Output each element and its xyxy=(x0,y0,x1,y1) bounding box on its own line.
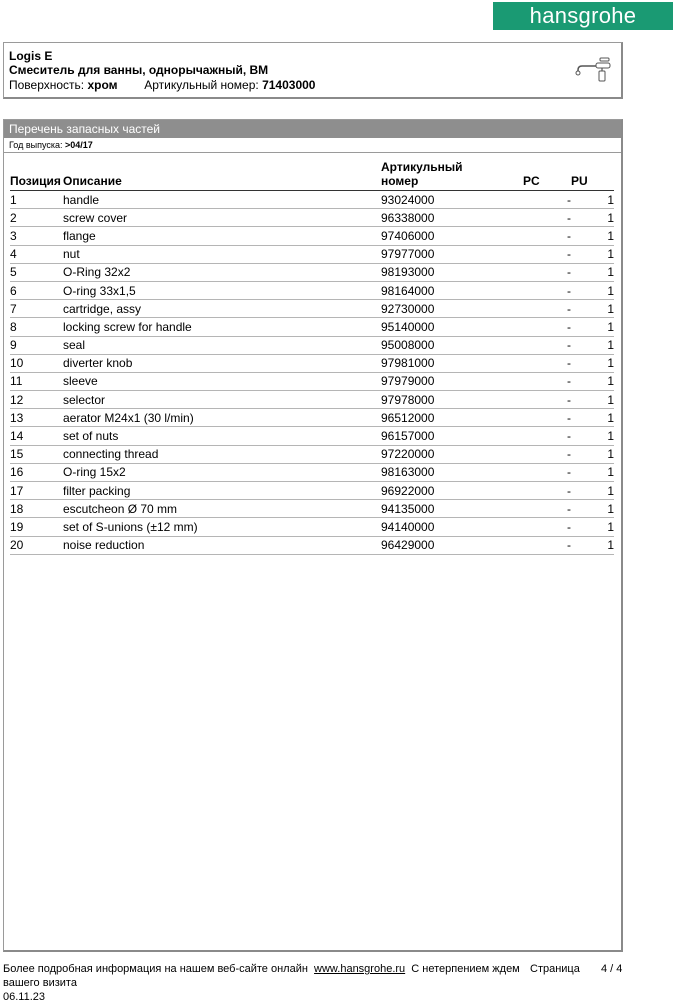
col-header-description: Описание xyxy=(63,158,381,191)
cell-article-number: 96922000 xyxy=(381,482,523,500)
cell-description: diverter knob xyxy=(63,354,381,372)
table-row xyxy=(10,391,614,409)
cell-position: 2 xyxy=(10,209,63,227)
cell-position: 18 xyxy=(10,500,63,518)
cell-position: 15 xyxy=(10,445,63,463)
cell-article-number: 97220000 xyxy=(381,445,523,463)
cell-pu: 1 xyxy=(571,482,614,500)
cell-pu: 1 xyxy=(571,318,614,336)
cell-description: handle xyxy=(63,191,381,209)
table-header-row xyxy=(10,158,614,191)
cell-position: 16 xyxy=(10,463,63,481)
cell-position: 13 xyxy=(10,409,63,427)
cell-pu: 1 xyxy=(571,336,614,354)
cell-position: 1 xyxy=(10,191,63,209)
cell-article-number: 97978000 xyxy=(381,391,523,409)
cell-article-number: 92730000 xyxy=(381,300,523,318)
table-row xyxy=(10,482,614,500)
table-row xyxy=(10,409,614,427)
cell-pc: - xyxy=(523,245,571,263)
cell-article-number: 93024000 xyxy=(381,191,523,209)
surface-value: хром xyxy=(87,78,118,92)
footer-info-line xyxy=(3,963,520,975)
cell-article-number: 94135000 xyxy=(381,500,523,518)
cell-pu: 1 xyxy=(571,209,614,227)
print-date: 06.11.23 xyxy=(3,991,46,1003)
cell-article-number: 96512000 xyxy=(381,409,523,427)
cell-pc: - xyxy=(523,300,571,318)
cell-pu: 1 xyxy=(571,445,614,463)
col-header-pc: PC xyxy=(523,158,571,191)
cell-pc: - xyxy=(523,354,571,372)
cell-pc: - xyxy=(523,336,571,354)
cell-pu: 1 xyxy=(571,227,614,245)
cell-article-number: 96338000 xyxy=(381,209,523,227)
cell-position: 9 xyxy=(10,336,63,354)
page-label: Страница xyxy=(530,963,580,975)
article-value: 71403000 xyxy=(262,78,316,92)
cell-position: 7 xyxy=(10,300,63,318)
cell-pu: 1 xyxy=(571,281,614,299)
cell-article-number: 97981000 xyxy=(381,354,523,372)
table-row xyxy=(10,372,614,390)
cell-pu: 1 xyxy=(571,463,614,481)
table-row xyxy=(10,463,614,481)
cell-pu: 1 xyxy=(571,409,614,427)
cell-description: filter packing xyxy=(63,482,381,500)
cell-article-number: 96157000 xyxy=(381,427,523,445)
cell-description: O-ring 33x1,5 xyxy=(63,281,381,299)
cell-pc: - xyxy=(523,463,571,481)
surface-label: Поверхность: xyxy=(9,78,85,92)
table-row xyxy=(10,518,614,536)
year-of-manufacture xyxy=(4,138,621,153)
cell-description: noise reduction xyxy=(63,536,381,554)
cell-pu: 1 xyxy=(571,518,614,536)
product-header xyxy=(3,42,623,99)
cell-pu: 1 xyxy=(571,372,614,390)
year-value: >04/17 xyxy=(65,140,93,150)
cell-pu: 1 xyxy=(571,300,614,318)
col-header-article-line1: Артикульный xyxy=(381,160,463,174)
cell-article-number: 95008000 xyxy=(381,336,523,354)
cell-pu: 1 xyxy=(571,354,614,372)
cell-description: connecting thread xyxy=(63,445,381,463)
cell-article-number: 97977000 xyxy=(381,245,523,263)
cell-article-number: 96429000 xyxy=(381,536,523,554)
footer-waiting-text: С нетерпением ждем xyxy=(411,963,520,975)
product-name: Logis E xyxy=(9,49,53,63)
cell-article-number: 98193000 xyxy=(381,263,523,281)
cell-description: nut xyxy=(63,245,381,263)
cell-article-number: 95140000 xyxy=(381,318,523,336)
cell-position: 5 xyxy=(10,263,63,281)
cell-pu: 1 xyxy=(571,245,614,263)
table-row xyxy=(10,209,614,227)
table-row xyxy=(10,281,614,299)
table-row xyxy=(10,445,614,463)
cell-pu: 1 xyxy=(571,191,614,209)
cell-pc: - xyxy=(523,209,571,227)
cell-description: locking screw for handle xyxy=(63,318,381,336)
cell-description: seal xyxy=(63,336,381,354)
table-row xyxy=(10,500,614,518)
cell-description: cartridge, assy xyxy=(63,300,381,318)
table-row xyxy=(10,427,614,445)
cell-description: set of nuts xyxy=(63,427,381,445)
cell-article-number: 94140000 xyxy=(381,518,523,536)
cell-pc: - xyxy=(523,518,571,536)
footer-info-text: Более подробная информация на нашем веб-сайте онлайн xyxy=(3,963,308,975)
faucet-icon xyxy=(574,55,614,85)
cell-position: 6 xyxy=(10,281,63,299)
col-header-position: Позиция xyxy=(10,158,63,191)
cell-position: 8 xyxy=(10,318,63,336)
cell-pu: 1 xyxy=(571,391,614,409)
cell-description: sleeve xyxy=(63,372,381,390)
cell-pc: - xyxy=(523,227,571,245)
cell-position: 20 xyxy=(10,536,63,554)
article-label: Артикульный номер: xyxy=(144,78,259,92)
table-row xyxy=(10,536,614,554)
cell-article-number: 98163000 xyxy=(381,463,523,481)
year-label: Год выпуска: xyxy=(9,140,63,150)
table-row xyxy=(10,245,614,263)
cell-pc: - xyxy=(523,281,571,299)
cell-pc: - xyxy=(523,482,571,500)
hansgrohe-logo: hansgrohe xyxy=(493,2,673,30)
cell-position: 12 xyxy=(10,391,63,409)
footer-waiting-text-2: вашего визита xyxy=(3,977,77,989)
cell-pc: - xyxy=(523,427,571,445)
cell-pc: - xyxy=(523,445,571,463)
cell-pc: - xyxy=(523,391,571,409)
cell-article-number: 97979000 xyxy=(381,372,523,390)
cell-pc: - xyxy=(523,318,571,336)
cell-description: escutcheon Ø 70 mm xyxy=(63,500,381,518)
page-number: 4 / 4 xyxy=(601,963,623,975)
col-header-article xyxy=(381,158,523,191)
table-row xyxy=(10,300,614,318)
cell-article-number: 97406000 xyxy=(381,227,523,245)
cell-description: set of S-unions (±12 mm) xyxy=(63,518,381,536)
cell-article-number: 98164000 xyxy=(381,281,523,299)
spare-parts-section xyxy=(3,119,623,952)
cell-pc: - xyxy=(523,409,571,427)
cell-pc: - xyxy=(523,263,571,281)
cell-pc: - xyxy=(523,372,571,390)
table-row xyxy=(10,318,614,336)
cell-position: 3 xyxy=(10,227,63,245)
cell-description: O-Ring 32x2 xyxy=(63,263,381,281)
col-header-pu: PU xyxy=(571,158,614,191)
cell-pc: - xyxy=(523,191,571,209)
product-description: Смеситель для ванны, однорычажный, ВМ xyxy=(9,63,269,77)
cell-pu: 1 xyxy=(571,500,614,518)
cell-position: 19 xyxy=(10,518,63,536)
table-row xyxy=(10,227,614,245)
cell-pu: 1 xyxy=(571,263,614,281)
website-link[interactable]: www.hansgrohe.ru xyxy=(314,963,406,975)
cell-position: 14 xyxy=(10,427,63,445)
cell-description: flange xyxy=(63,227,381,245)
cell-position: 4 xyxy=(10,245,63,263)
table-row xyxy=(10,263,614,281)
product-meta xyxy=(9,78,315,92)
cell-description: screw cover xyxy=(63,209,381,227)
cell-position: 17 xyxy=(10,482,63,500)
col-header-article-line2: номер xyxy=(381,174,419,188)
cell-description: selector xyxy=(63,391,381,409)
section-title: Перечень запасных частей xyxy=(4,120,621,138)
cell-description: aerator M24x1 (30 l/min) xyxy=(63,409,381,427)
cell-description: O-ring 15x2 xyxy=(63,463,381,481)
cell-pc: - xyxy=(523,536,571,554)
cell-position: 10 xyxy=(10,354,63,372)
table-row xyxy=(10,191,614,209)
cell-pc: - xyxy=(523,500,571,518)
cell-pu: 1 xyxy=(571,427,614,445)
parts-table xyxy=(10,158,614,555)
cell-position: 11 xyxy=(10,372,63,390)
table-row xyxy=(10,336,614,354)
table-row xyxy=(10,354,614,372)
cell-pu: 1 xyxy=(571,536,614,554)
